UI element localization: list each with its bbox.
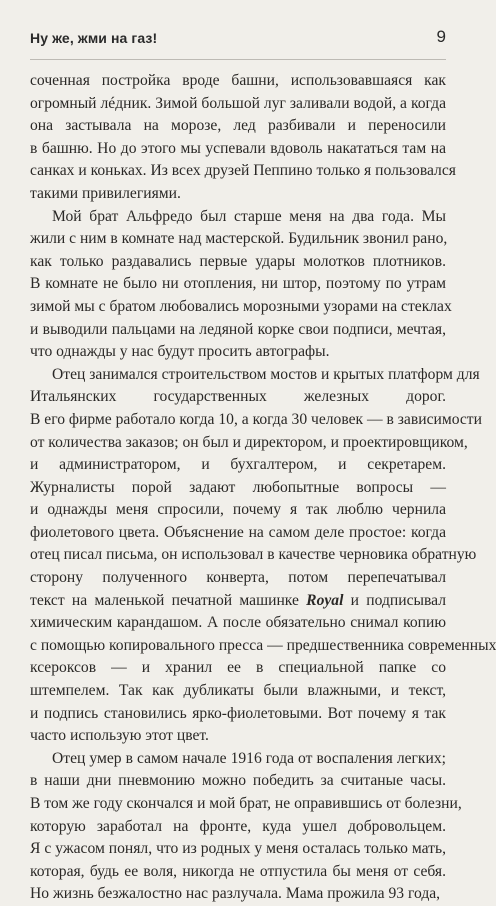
text-line: Мой брат Альфредо был старше меня на два года. Мы (52, 207, 446, 225)
text-line: Отец умер в самом начале 1916 года от воспаления легких; (52, 749, 446, 767)
text-line: от количества заказов; он был и директором, и проектировщиком, (30, 433, 468, 451)
body-text (30, 70, 496, 906)
text-line: отец писал письма, он использовал в качестве черновика обратную (30, 546, 477, 564)
paragraph (30, 364, 496, 748)
text-line: штемпелем. Так как дубликаты были влажными, и текст, (30, 682, 446, 700)
text-line: с помощью копировального пресса — предшественника современных (30, 636, 496, 654)
text-line: и подпись становились ярко-фиолетовыми. Вот почему я так (30, 704, 446, 722)
text-line: В его фирме работало когда 10, а когда 30 человек — в зависимости (30, 410, 482, 428)
text-line: что однажды у нас будут просить автографы. (30, 343, 330, 361)
text-line: В том же году скончался и мой брат, не оправившись от болезни, (30, 795, 462, 812)
paragraph (30, 748, 462, 906)
text-line: Итальянских государственных железных дорог. (30, 388, 446, 406)
text-line: в башню. Но до этого мы успевали вдоволь накататься там на (30, 139, 446, 157)
text-line: санках и коньках. Из всех друзей Пеппино только я пользовался (30, 162, 456, 180)
text-line: часто использую этот цвет. (30, 727, 209, 745)
text-line: которую заработал на фронте, куда ушел добровольцем. (30, 817, 446, 835)
text-line: и администратором, и бухгалтером, и секретарем. (30, 456, 446, 474)
text-line: сторону полученного конверта, потом перепечатывал (30, 569, 446, 587)
page-header (30, 27, 446, 52)
text-line: ксероксов — и хранил ее в специальной папке со (30, 659, 446, 677)
paragraph (30, 206, 452, 364)
text-line: химическим карандашом. А после обязательно снимал копию (30, 614, 446, 632)
text-line: такими привилегиями. (30, 184, 181, 202)
text-line: и однажды меня спросили, почему я так люблю чернила (30, 501, 446, 519)
text-line: Но жизнь безжалостно нас разлучала. Мама прожила 93 года, (30, 885, 441, 903)
text-line: она застывала на морозе, лед разбивали и переносили (30, 117, 446, 135)
text-line: Отец занимался строительством мостов и крытых платформ для (52, 365, 480, 383)
text-line: Я с ужасом понял, что из родных у меня осталась только мать, (30, 840, 446, 858)
text-line: в наши дни пневмонию можно победить за считаные часы. (30, 772, 446, 790)
text-line: как только раздавались первые удары молотков плотников. (30, 252, 446, 270)
text-line: и выводили пальцами на ледяной корке свои подписи, мечтая, (30, 320, 446, 338)
text-line: В комнате не было ни отопления, ни штор, поэтому по утрам (30, 275, 446, 293)
text-line: которая, будь ее воля, никогда не отпустила бы меня от себя. (30, 862, 446, 880)
text-line: зимой мы с братом любовались морозными узорами на стеклах (30, 297, 452, 315)
text-line: фиолетового цвета. Объяснение на самом деле простое: когда (30, 523, 446, 541)
text-line: соченная постройка вроде башни, использовавшаяся как (30, 72, 446, 89)
text-line: жили с ним в комнате над мастерской. Будильник звонил рано, (30, 230, 448, 248)
text-line: текст на маленькой печатной машинке Royal и подписывал (30, 591, 446, 609)
page-number: 9 (436, 27, 446, 46)
running-title: Ну же, жми на газ! (30, 30, 158, 46)
text-line: огромный лéдник. Зимой большой луг заливали водой, а когда (30, 94, 446, 112)
header-divider (30, 59, 446, 60)
text-line: Журналисты порой задают любопытные вопросы — (30, 478, 446, 496)
paragraph (30, 70, 456, 206)
